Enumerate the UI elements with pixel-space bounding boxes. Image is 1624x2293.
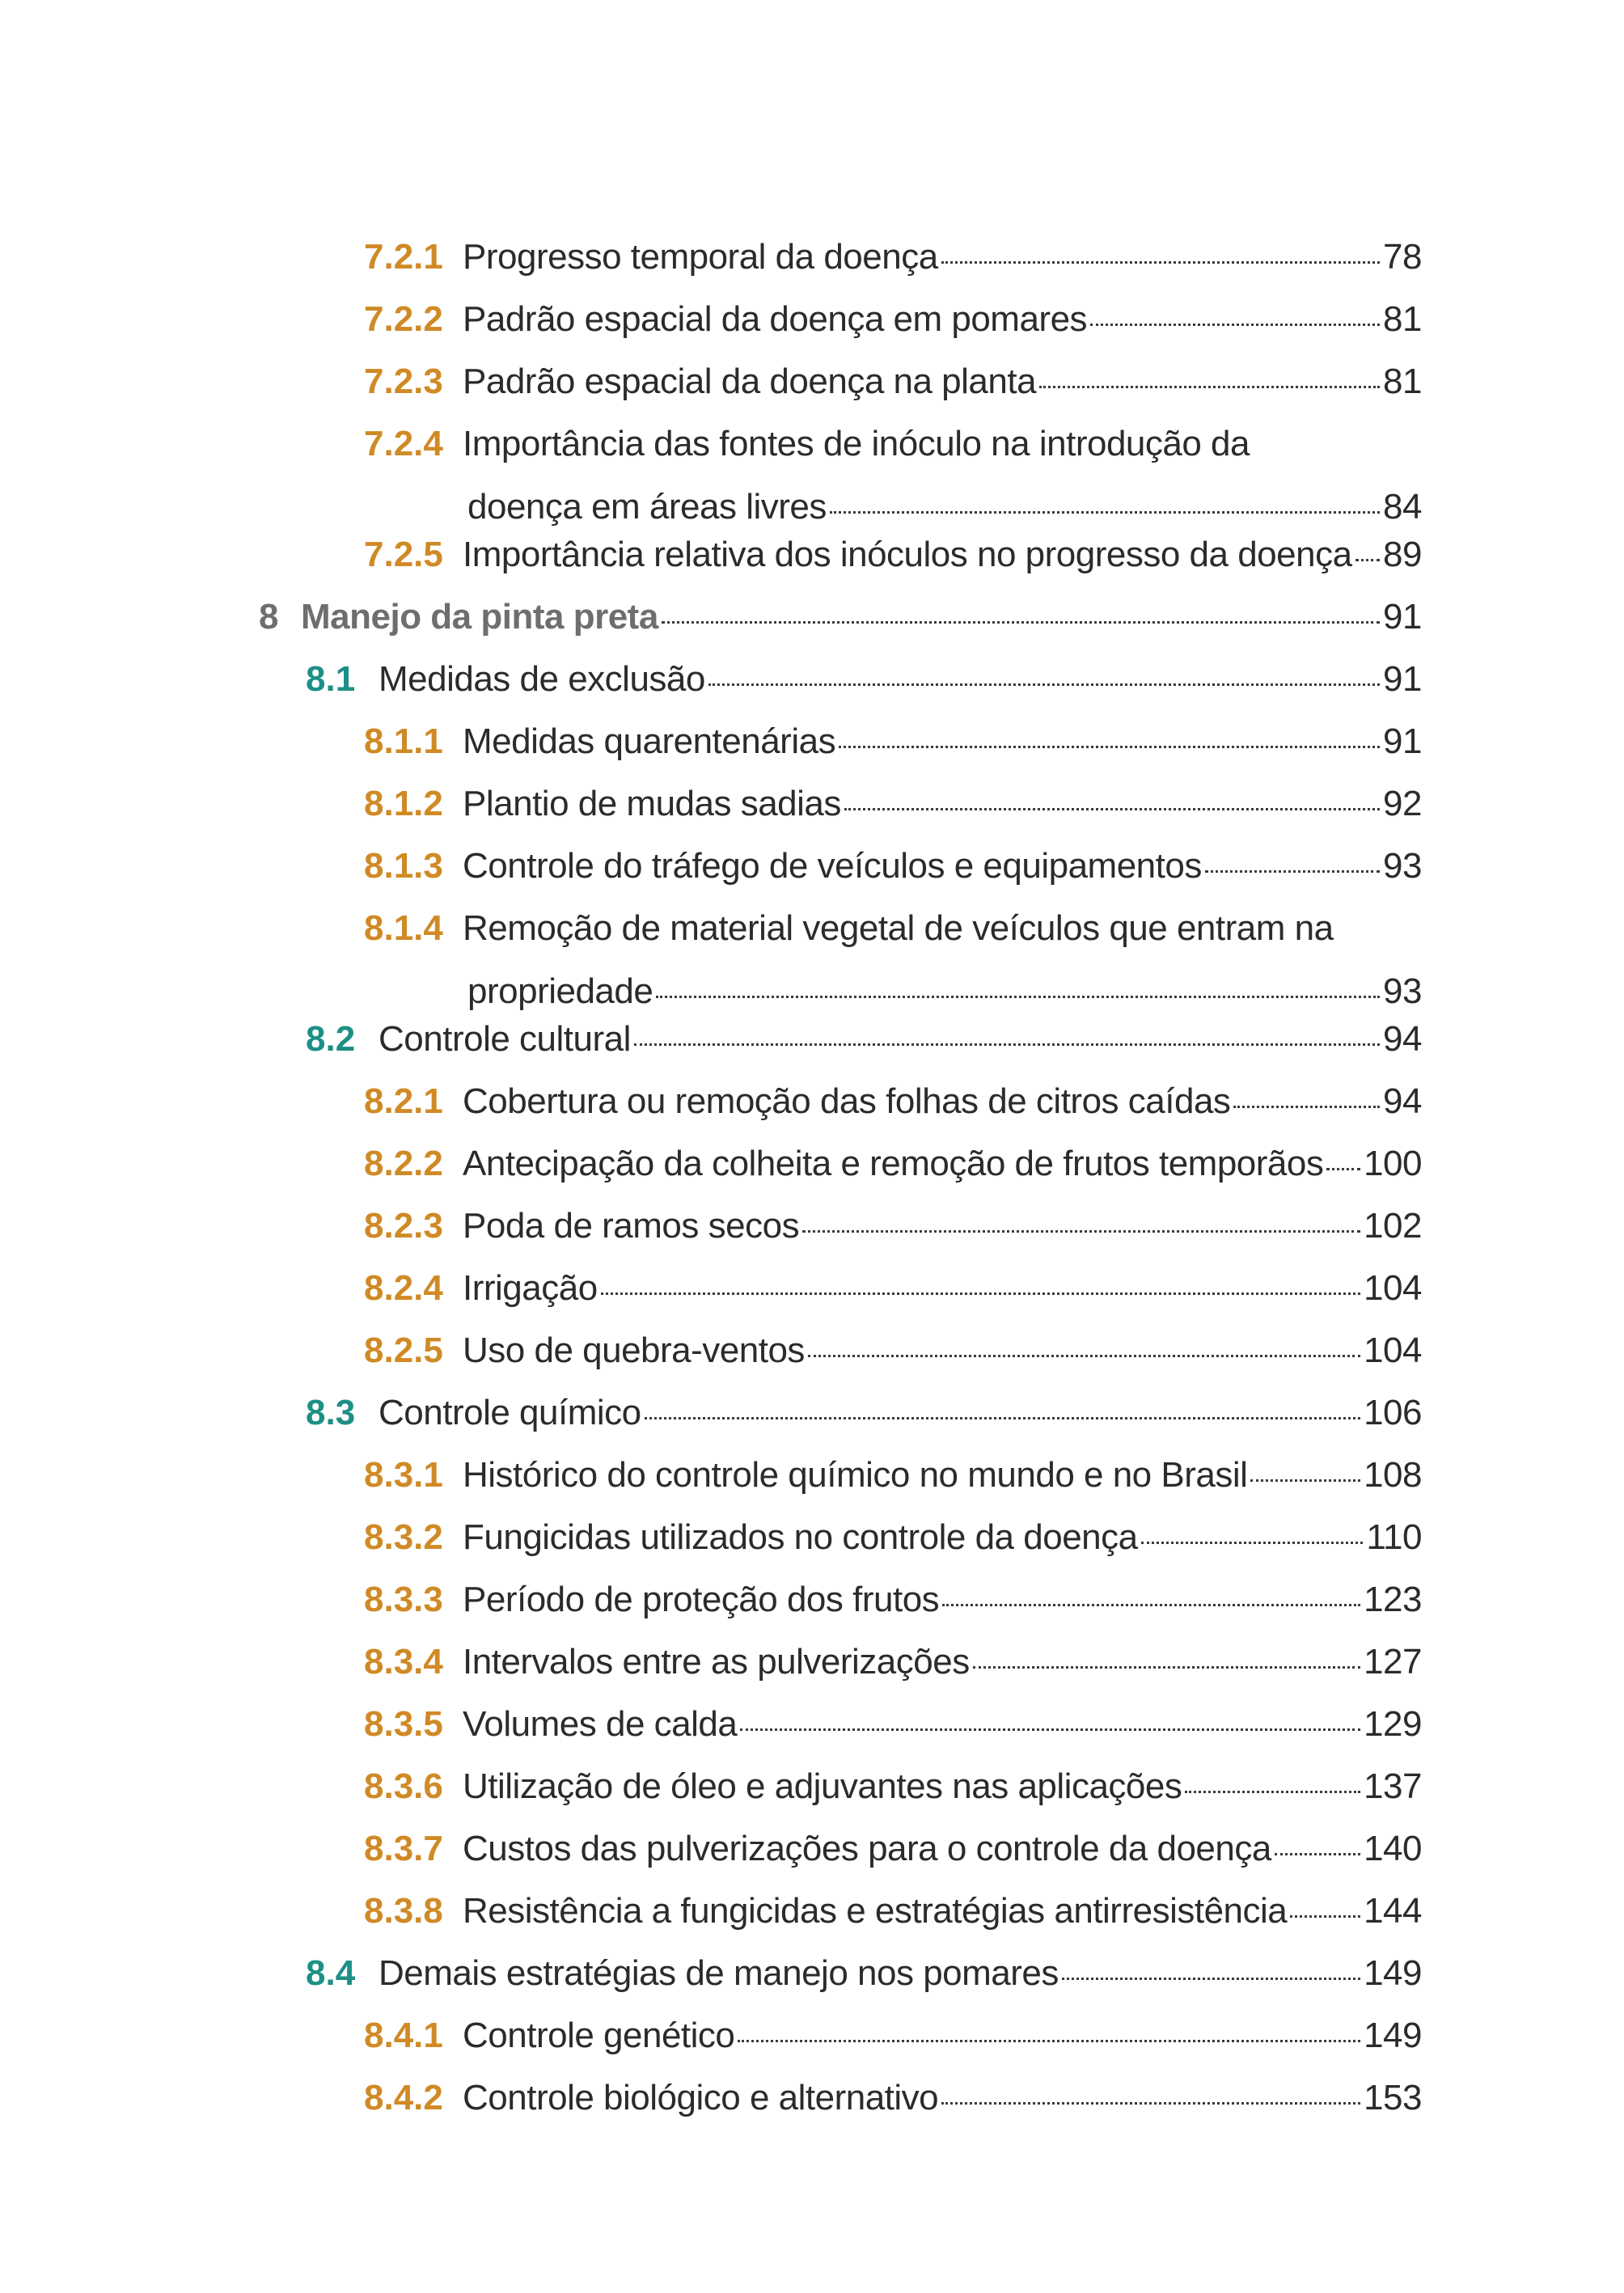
toc-entry-page-number: 104 (1364, 1268, 1422, 1308)
toc-entry[interactable] (364, 1889, 1422, 1934)
toc-entry-number: 8.3.5 (364, 1704, 443, 1744)
toc-entry[interactable] (364, 421, 1422, 530)
toc-entry-line (364, 781, 1422, 827)
dot-leader (1062, 1978, 1360, 1980)
toc-entry[interactable] (364, 1639, 1422, 1685)
dot-leader (973, 1666, 1360, 1669)
toc-entry-line (364, 1826, 1422, 1872)
toc-entry-page-number: 149 (1364, 2016, 1422, 2055)
toc-entry[interactable] (364, 1577, 1422, 1622)
toc-entry-page-number: 149 (1364, 1953, 1422, 1993)
toc-entry-title: Controle cultural (379, 1019, 631, 1059)
toc-entry[interactable] (364, 1204, 1422, 1249)
toc-entry-page-number: 104 (1364, 1331, 1422, 1370)
toc-entry[interactable] (259, 594, 1422, 640)
toc-entry-title: Período de proteção dos frutos (463, 1580, 940, 1619)
toc-entry-title: Custos das pulverizações para o controle da doença (463, 1829, 1271, 1868)
toc-entry-line (364, 719, 1422, 764)
dot-leader (662, 621, 1380, 624)
toc-entry-number: 8.2.1 (364, 1081, 443, 1121)
toc-entry-page-number: 81 (1383, 362, 1422, 401)
toc-entry-page-number: 84 (1383, 487, 1422, 527)
toc-entry-title: Fungicidas utilizados no controle da doença (463, 1517, 1138, 1557)
toc-entry-line (364, 532, 1422, 577)
dot-leader (1141, 1542, 1364, 1544)
dot-leader (941, 261, 1380, 264)
toc-entry-title: Histórico do controle químico no mundo e no Brasil (463, 1455, 1248, 1495)
toc-entry[interactable] (306, 1017, 1422, 1062)
toc-entry-page-number: 137 (1364, 1766, 1422, 1806)
dot-leader (1355, 559, 1380, 561)
toc-entry-page-number: 144 (1364, 1891, 1422, 1931)
dot-leader (656, 996, 1380, 998)
toc-entry-page-number: 78 (1383, 237, 1422, 277)
toc-entry-title: Controle do tráfego de veículos e equipamentos (463, 846, 1202, 886)
toc-entry-title: Controle biológico e alternativo (463, 2078, 939, 2117)
toc-entry-title: Resistência a fungicidas e estratégias antirresistência (463, 1891, 1288, 1931)
toc-entry-line (306, 657, 1422, 702)
toc-entry[interactable] (364, 1826, 1422, 1872)
toc-entry-line (364, 1577, 1422, 1622)
dot-leader (1250, 1479, 1360, 1482)
dot-leader (942, 1604, 1360, 1606)
toc-entry-page-number: 127 (1364, 1642, 1422, 1682)
toc-entry-number: 7.2.2 (364, 299, 443, 339)
toc-entry[interactable] (364, 297, 1422, 342)
toc-entry-title: Medidas de exclusão (379, 659, 705, 699)
toc-entry-number: 8.3 (306, 1393, 356, 1432)
toc-entry-title: Antecipação da colheita e remoção de frutos temporãos (463, 1144, 1324, 1183)
toc-entry-line (306, 1017, 1422, 1062)
toc-entry[interactable] (364, 359, 1422, 404)
toc-entry-continuation-line (364, 484, 1422, 530)
toc-entry-number: 8.3.7 (364, 1829, 443, 1868)
toc-entry[interactable] (364, 2075, 1422, 2121)
toc-entry-line (364, 297, 1422, 342)
toc-entry-line (364, 2075, 1422, 2121)
dot-leader (844, 808, 1380, 810)
toc-entry-page-number: 140 (1364, 1829, 1422, 1868)
dot-leader (1090, 324, 1380, 326)
toc-entry-line (364, 1204, 1422, 1249)
toc-entry-number: 7.2.3 (364, 362, 443, 401)
dot-leader (839, 746, 1380, 748)
toc-entry-page-number: 100 (1364, 1144, 1422, 1183)
toc-entry[interactable] (364, 719, 1422, 764)
dot-leader (738, 2040, 1360, 2042)
toc-entry-number: 8.1.1 (364, 721, 443, 761)
toc-entry[interactable] (364, 1266, 1422, 1311)
toc-entry-title: Manejo da pinta preta (301, 597, 658, 637)
toc-entry-page-number: 129 (1364, 1704, 1422, 1744)
toc-entry-page-number: 89 (1383, 535, 1422, 574)
dot-leader (808, 1355, 1360, 1357)
toc-entry-number: 8.3.1 (364, 1455, 443, 1495)
toc-entry-title: Controle genético (463, 2016, 735, 2055)
toc-entry-line (364, 1079, 1422, 1124)
toc-entry[interactable] (364, 1515, 1422, 1560)
toc-entry-number: 8 (259, 597, 279, 637)
toc-entry-title: Padrão espacial da doença em pomares (463, 299, 1088, 339)
dot-leader (634, 1043, 1380, 1046)
toc-entry-page-number: 153 (1364, 2078, 1422, 2117)
toc-entry[interactable] (364, 781, 1422, 827)
toc-entry-page-number: 106 (1364, 1393, 1422, 1432)
toc-entry-line (364, 1515, 1422, 1560)
toc-entry-page-number: 91 (1383, 597, 1422, 637)
toc-entry[interactable] (306, 657, 1422, 702)
toc-entry-continuation-line (364, 969, 1422, 1014)
toc-entry-line (306, 1951, 1422, 1996)
toc-entry-number: 8.1.2 (364, 784, 443, 823)
toc-entry-title: Irrigação (463, 1268, 598, 1308)
toc-entry-title: Plantio de mudas sadias (463, 784, 841, 823)
toc-entry-number: 7.2.4 (364, 424, 443, 463)
dot-leader (941, 2102, 1360, 2105)
toc-entry-page-number: 91 (1383, 659, 1422, 699)
toc-entry-title: Demais estratégias de manejo nos pomares (379, 1953, 1059, 1993)
toc-entry-number: 8.3.6 (364, 1766, 443, 1806)
dot-leader (1205, 870, 1380, 873)
toc-entry-title-continued: doença em áreas livres (467, 487, 827, 527)
toc-entry-page-number: 108 (1364, 1455, 1422, 1495)
toc-entry-number: 7.2.5 (364, 535, 443, 574)
toc-entry-page-number: 94 (1383, 1019, 1422, 1059)
toc-entry-page-number: 93 (1383, 846, 1422, 886)
dot-leader (1185, 1791, 1360, 1793)
toc-entry-number: 8.1.4 (364, 908, 443, 948)
toc-entry-title: Importância relativa dos inóculos no progresso da doença (463, 535, 1352, 574)
toc-entry-line (364, 1328, 1422, 1373)
toc-entry-page-number: 92 (1383, 784, 1422, 823)
toc-entry-title: Progresso temporal da doença (463, 237, 938, 277)
toc-entry[interactable] (364, 1764, 1422, 1809)
toc-entry-number: 8.3.2 (364, 1517, 443, 1557)
dot-leader (1275, 1853, 1360, 1855)
toc-entry[interactable] (306, 1951, 1422, 1996)
toc-entry-number: 8.2 (306, 1019, 356, 1059)
dot-leader (1233, 1106, 1380, 1108)
toc-entry-number: 8.4 (306, 1953, 356, 1993)
toc-entry-page-number: 110 (1366, 1517, 1422, 1557)
toc-entry[interactable] (364, 1453, 1422, 1498)
toc-entry-number: 8.2.5 (364, 1331, 443, 1370)
toc-entry[interactable] (306, 1390, 1422, 1436)
toc-entry-title: Remoção de material vegetal de veículos que entram na (463, 908, 1334, 948)
toc-entry-number: 8.2.4 (364, 1268, 443, 1308)
toc-entry-line (306, 1390, 1422, 1436)
toc-entry-line (364, 1141, 1422, 1187)
toc-entry-first-line (364, 421, 1422, 467)
dot-leader (802, 1230, 1360, 1233)
dot-leader (1290, 1915, 1360, 1918)
toc-entry-title: Uso de quebra-ventos (463, 1331, 805, 1370)
toc-entry-title-continued: propriedade (467, 971, 653, 1011)
toc-entry-line (364, 1639, 1422, 1685)
toc-entry[interactable] (364, 532, 1422, 577)
toc-entry-title: Utilização de óleo e adjuvantes nas aplicações (463, 1766, 1182, 1806)
toc-entry-page-number: 94 (1383, 1081, 1422, 1121)
dot-leader (601, 1292, 1360, 1295)
toc-entry-first-line (364, 906, 1422, 951)
toc-entry[interactable] (364, 1328, 1422, 1373)
toc-entry-number: 7.2.1 (364, 237, 443, 277)
toc-entry-title: Intervalos entre as pulverizações (463, 1642, 970, 1682)
toc-entry[interactable] (364, 1079, 1422, 1124)
toc-entry-title: Importância das fontes de inóculo na introdução da (463, 424, 1250, 463)
toc-entry-page-number: 123 (1364, 1580, 1422, 1619)
dot-leader (645, 1417, 1360, 1419)
toc-entry-line (364, 1702, 1422, 1747)
toc-entry[interactable] (364, 1141, 1422, 1187)
toc-entry[interactable] (364, 844, 1422, 889)
toc-entry-page-number: 93 (1383, 971, 1422, 1011)
dot-leader (830, 511, 1380, 514)
toc-entry-number: 8.4.2 (364, 2078, 443, 2117)
dot-leader (740, 1728, 1360, 1731)
toc-entry-number: 8.3.8 (364, 1891, 443, 1931)
toc-entry-page-number: 91 (1383, 721, 1422, 761)
toc-entry-title: Cobertura ou remoção das folhas de citros caídas (463, 1081, 1231, 1121)
toc-entry-line (364, 2013, 1422, 2058)
toc-entry-number: 8.2.2 (364, 1144, 443, 1183)
toc-entry-page-number: 81 (1383, 299, 1422, 339)
toc-entry-line (364, 844, 1422, 889)
toc-entry-line (364, 1889, 1422, 1934)
toc-entry-title: Poda de ramos secos (463, 1206, 800, 1246)
toc-entry-title: Padrão espacial da doença na planta (463, 362, 1037, 401)
toc-entry-line (259, 594, 1422, 640)
toc-entry-number: 8.3.4 (364, 1642, 443, 1682)
toc-entry-line (364, 359, 1422, 404)
toc-entry-page-number: 102 (1364, 1206, 1422, 1246)
toc-entry-line (364, 235, 1422, 280)
toc-entry-line (364, 1453, 1422, 1498)
toc-entry-number: 8.4.1 (364, 2016, 443, 2055)
toc-entry-title: Medidas quarentenárias (463, 721, 836, 761)
dot-leader (1326, 1168, 1360, 1170)
toc-entry-title: Controle químico (379, 1393, 641, 1432)
toc-entry[interactable] (364, 2013, 1422, 2058)
toc-entry-number: 8.1 (306, 659, 356, 699)
dot-leader (708, 683, 1380, 686)
toc-entry-line (364, 1764, 1422, 1809)
toc-entry-title: Volumes de calda (463, 1704, 738, 1744)
toc-entry-line (364, 1266, 1422, 1311)
toc-entry[interactable] (364, 235, 1422, 280)
toc-entry[interactable] (364, 906, 1422, 1014)
toc-entry-number: 8.2.3 (364, 1206, 443, 1246)
toc-entry-number: 8.1.3 (364, 846, 443, 886)
toc-entry-number: 8.3.3 (364, 1580, 443, 1619)
toc-entry[interactable] (364, 1702, 1422, 1747)
dot-leader (1039, 386, 1380, 388)
